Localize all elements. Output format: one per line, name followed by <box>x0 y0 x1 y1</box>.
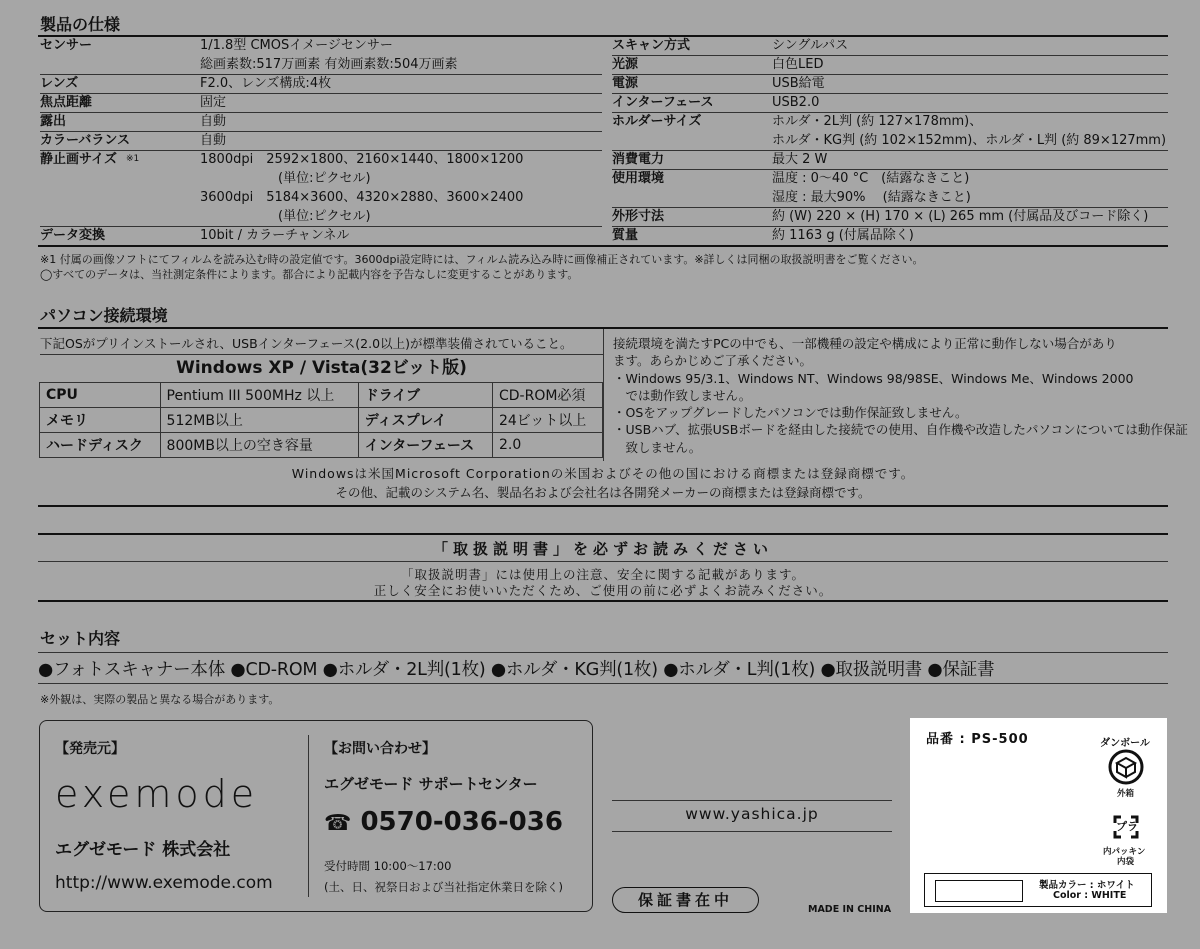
contents-bottom-rule <box>38 683 1168 684</box>
spec-value: シングルパス <box>772 38 849 53</box>
pc-note-line: ます。あらかじめご了承ください。 <box>613 353 813 369</box>
manual-mid-rule <box>38 561 1168 562</box>
contents-top-rule <box>38 652 1168 653</box>
spec-value: ホルダ・KG判 (約 102×152mm)、ホルダ・L判 (約 89×127mm) <box>772 133 1167 148</box>
website-link[interactable]: www.yashica.jp <box>685 805 819 823</box>
spec-label: 露出 <box>40 114 67 129</box>
spec-value: 湿度 : 最大90% (結露なきこと) <box>772 190 971 205</box>
specs-bottom-rule <box>38 245 1168 247</box>
spec-value: 自動 <box>200 133 227 148</box>
spec-label: 電源 <box>612 76 639 91</box>
cardboard-recycle-icon <box>1108 749 1144 785</box>
spec-row <box>612 36 1168 55</box>
spec-row-rule <box>40 226 602 227</box>
spec-row <box>612 188 1168 207</box>
spec-row <box>40 112 602 131</box>
manual-heading: 「取扱説明書」を必ずお読みください <box>432 540 773 558</box>
contents-items: ●フォトスキャナー本体 ●CD-ROM ●ホルダ・2L判(1枚) ●ホルダ・KG判(1枚) ●ホルダ・L判(1枚) ●取扱説明書 ●保証書 <box>38 660 995 680</box>
manual-line-2: 正しく安全にお使いいただくため、ご使用の前に必ずよくお読みください。 <box>373 583 833 598</box>
contact-hours: 受付時間 10:00～17:00 <box>324 859 452 873</box>
spec-label: センサー <box>40 38 93 53</box>
spec-row <box>40 207 602 226</box>
pc-note-line: ・Windows 95/3.1、Windows NT、Windows 98/98SE、Windows Me、Windows 2000 <box>613 370 1134 386</box>
spec-row-rule <box>40 112 602 113</box>
contact-phone-row <box>324 807 563 837</box>
spec-label: 焦点距離 <box>40 95 93 110</box>
spec-value: 約 1163 g (付属品除く) <box>772 228 914 243</box>
contact-phone[interactable]: 0570-036-036 <box>360 807 563 837</box>
recycle-top-label: ダンボール <box>1100 738 1150 749</box>
spec-label: 質量 <box>612 228 639 243</box>
spec-label: 消費電力 <box>612 152 665 167</box>
color-frame <box>924 873 1152 907</box>
manual-bottom-rule <box>38 600 1168 602</box>
recycle-inner-label-2: 内袋 <box>1117 857 1135 867</box>
exemode-logo: exemode <box>55 772 259 816</box>
spec-row-rule <box>612 226 1168 227</box>
pc-divider <box>603 329 604 461</box>
product-number: 品番 : PS-500 <box>926 732 1029 747</box>
spec-row <box>612 169 1168 188</box>
spec-value: USB給電 <box>772 76 825 91</box>
table-value-cell: CD-ROM必須 <box>492 383 602 408</box>
spec-value: 1800dpi 2592×1800、2160×1440、1800×1200 <box>200 152 524 167</box>
seller-company: エグゼモード 株式会社 <box>55 840 231 860</box>
spec-row <box>40 226 602 245</box>
spec-row <box>612 112 1168 131</box>
website-bottom-rule <box>612 831 892 832</box>
color-en: Color : WHITE <box>1053 890 1127 901</box>
spec-row <box>40 169 602 188</box>
pc-requirements-table <box>39 382 603 458</box>
spec-label: データ変換 <box>40 228 106 243</box>
table-value-cell: 24ビット以上 <box>492 408 602 433</box>
spec-row <box>40 74 602 93</box>
table-key-cell: CPU <box>40 383 161 408</box>
spec-row <box>612 55 1168 74</box>
spec-row <box>612 207 1168 226</box>
trademark-line-2: その他、記載のシステム名、製品名および会社名は各開発メーカーの商標または登録商標です。 <box>335 485 871 500</box>
spec-row-rule <box>612 207 1168 208</box>
pc-note-line: ・USBハブ、拡張USBボードを経由した接続での使用、自作機や改造したパソコンについては動作保証 <box>613 422 1188 438</box>
recycle-outer-label: 外箱 <box>1117 789 1135 799</box>
spec-value: (単位:ピクセル) <box>200 171 371 186</box>
spec-row <box>40 188 602 207</box>
spec-row <box>40 36 602 55</box>
spec-label: インターフェース <box>612 95 714 110</box>
spec-label: ホルダーサイズ <box>612 114 702 129</box>
pc-note-line: 致しません。 <box>613 439 702 455</box>
spec-value: 固定 <box>200 95 227 110</box>
color-jp: 製品カラー : ホワイト <box>1039 880 1135 891</box>
phone-icon: ☎ <box>324 811 352 836</box>
spec-label: レンズ <box>40 76 79 91</box>
spec-row <box>40 131 602 150</box>
spec-row-rule <box>612 112 1168 113</box>
spec-value: 白色LED <box>772 57 824 72</box>
spec-row-rule <box>612 150 1168 151</box>
manual-line-1: 「取扱説明書」には使用上の注意、安全に関する記載があります。 <box>400 567 805 582</box>
spec-row <box>612 93 1168 112</box>
pc-title: パソコン接続環境 <box>40 306 168 325</box>
table-key-cell: ドライブ <box>358 383 492 408</box>
table-row <box>40 408 603 433</box>
spec-row-rule <box>612 74 1168 75</box>
table-row <box>40 383 603 408</box>
spec-value: 温度 : 0～40 °C (結露なきこと) <box>772 171 970 186</box>
spec-value: 約 (W) 220 × (H) 170 × (L) 265 mm (付属品及びコード除く) <box>772 209 1149 224</box>
spec-row <box>40 55 602 74</box>
made-in-label: MADE IN CHINA <box>808 904 892 915</box>
table-value-cell: 800MB以上の空き容量 <box>160 433 358 458</box>
plastic-recycle-mark: プラ <box>1116 820 1138 833</box>
spec-row <box>40 93 602 112</box>
specs-title: 製品の仕様 <box>40 15 121 34</box>
contact-holidays: (土、日、祝祭日および当社指定休業日を除く) <box>324 880 563 894</box>
table-row <box>40 433 603 458</box>
spec-value: 1/1.8型 CMOSイメージセンサー <box>200 38 393 53</box>
spec-row-rule <box>40 150 602 151</box>
spec-row <box>612 150 1168 169</box>
spec-row-rule <box>40 74 602 75</box>
spec-value: 10bit / カラーチャンネル <box>200 228 350 243</box>
contents-note: ※外観は、実際の製品と異なる場合があります。 <box>40 693 280 706</box>
pc-notes <box>613 335 1188 456</box>
table-key-cell: インターフェース <box>358 433 492 458</box>
spec-row <box>612 74 1168 93</box>
company-box-divider <box>308 735 309 897</box>
spec-value: USB2.0 <box>772 95 820 110</box>
spec-value: 自動 <box>200 114 227 129</box>
table-key-cell: メモリ <box>40 408 161 433</box>
contents-title: セット内容 <box>40 629 121 648</box>
spec-value: 3600dpi 5184×3600、4320×2880、3600×2400 <box>200 190 524 205</box>
specs-note-2: ◯すべてのデータは、当社測定条件によります。都合により記載内容を予告なしに変更することがあります。 <box>40 268 579 281</box>
spec-row-rule <box>40 93 602 94</box>
pc-note-line: 接続環境を満たすPCの中でも、一部機種の設定や構成により正常に動作しない場合があり <box>613 336 1117 351</box>
website-top-rule <box>612 800 892 801</box>
spec-row-rule <box>612 55 1168 56</box>
warranty-badge: 保証書在中 <box>612 887 759 913</box>
spec-label: 外形寸法 <box>612 209 665 224</box>
spec-value: 最大 2 W <box>772 152 828 167</box>
manual-top-rule <box>38 533 1168 535</box>
spec-label: 光源 <box>612 57 639 72</box>
spec-label: 使用環境 <box>612 171 665 186</box>
spec-value: (単位:ピクセル) <box>200 209 371 224</box>
table-key-cell: ディスプレイ <box>358 408 492 433</box>
spec-row-rule <box>612 93 1168 94</box>
specs-note-1: ※1 付属の画像ソフトにてフィルムを読み込む時の設定値です。3600dpi設定時には、フィルム読み込み時に画像補正されています。※詳しくは同梱の取扱説明書をご覧ください。 <box>40 253 924 266</box>
spec-row <box>612 131 1168 150</box>
pc-os-header: Windows XP / Vista(32ビット版) <box>40 354 603 381</box>
spec-label: 静止画サイズ <box>40 152 117 167</box>
plastic-recycle-icon <box>1109 809 1143 843</box>
table-value-cell: 2.0 <box>492 433 602 458</box>
table-value-cell: Pentium III 500MHz 以上 <box>160 383 358 408</box>
pc-intro: 下記OSがプリインストールされ、USBインターフェース(2.0以上)が標準装備されていること。 <box>40 336 573 351</box>
contact-center: エグゼモード サポートセンター <box>324 775 538 793</box>
spec-row-rule <box>612 169 1168 170</box>
contact-label: 【お問い合わせ】 <box>324 741 436 757</box>
spec-value: 総画素数:517万画素 有効画素数:504万画素 <box>200 57 458 72</box>
spec-value: ホルダ・2L判 (約 127×178mm)、 <box>772 114 983 129</box>
color-swatch-box <box>935 880 1023 902</box>
pc-bottom-rule <box>38 505 1168 507</box>
product-label-box <box>910 718 1167 913</box>
pc-note-line: では動作致しません。 <box>613 387 752 403</box>
recycle-inner-label: 内パッキン <box>1103 847 1146 857</box>
spec-row <box>40 150 602 169</box>
table-value-cell: 512MB以上 <box>160 408 358 433</box>
spec-value: F2.0、レンズ構成:4枚 <box>200 76 332 91</box>
seller-url-link[interactable]: http://www.exemode.com <box>55 873 273 893</box>
spec-label-note: ※1 <box>126 154 140 164</box>
pc-note-line: ・OSをアップグレードしたパソコンでは動作保証致しません。 <box>613 405 968 421</box>
spec-label: スキャン方式 <box>612 38 691 53</box>
seller-label: 【発売元】 <box>55 741 125 757</box>
spec-row <box>612 226 1168 245</box>
table-key-cell: ハードディスク <box>40 433 161 458</box>
spec-label: カラーバランス <box>40 133 130 148</box>
spec-row-rule <box>40 131 602 132</box>
trademark-line-1: Windowsは米国Microsoft Corporationの米国およびその他の国における商標または登録商標です。 <box>291 466 915 481</box>
